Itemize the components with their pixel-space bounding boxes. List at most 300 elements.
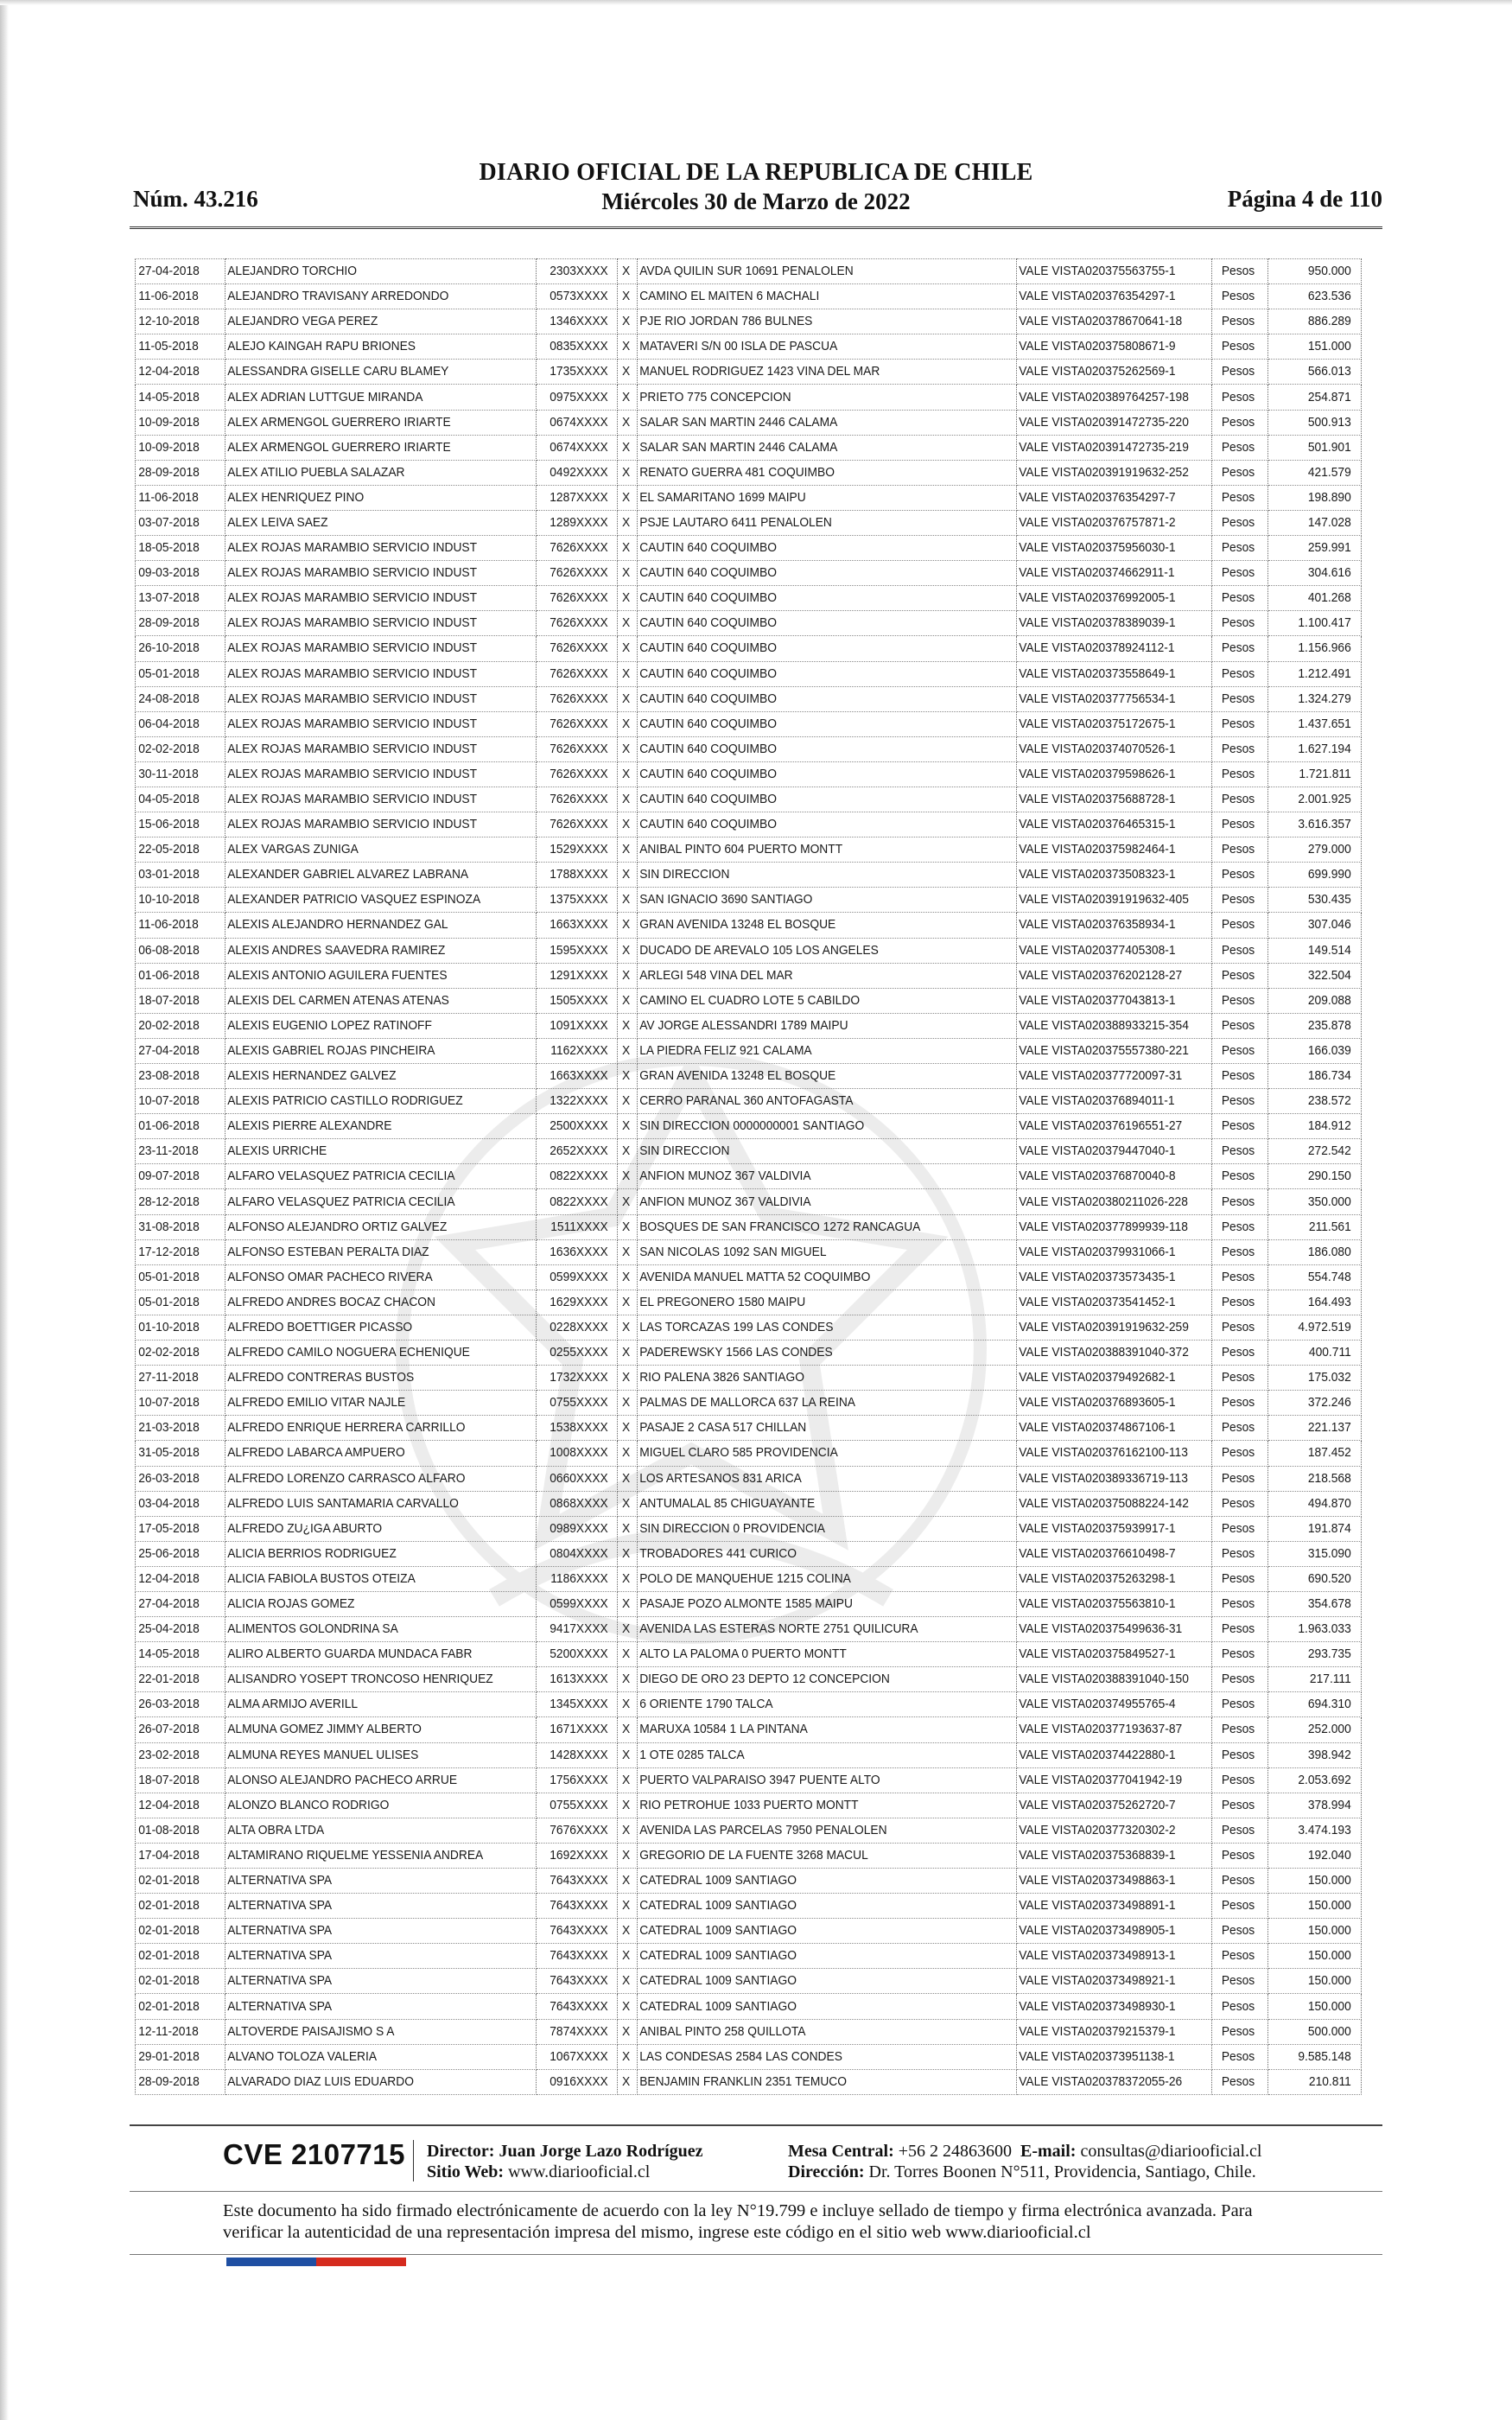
- row-name: ALEX LEIVA SAEZ: [225, 510, 511, 535]
- issue-number: Núm. 43.216: [133, 186, 258, 212]
- listing-table-body: [136, 259, 1362, 2095]
- row-name: ALEXIS PIERRE ALEXANDRE: [225, 1114, 511, 1139]
- row-address: ANIBAL PINTO 258 QUILLOTA: [637, 2019, 986, 2044]
- row-name: ALEJANDRO TRAVISANY ARREDONDO: [225, 284, 511, 309]
- row-currency: Pesos: [1212, 360, 1264, 385]
- row-address: ALTO LA PALOMA 0 PUERTO MONTT: [637, 1642, 986, 1667]
- row-address: CAUTIN 640 COQUIMBO: [637, 736, 986, 761]
- table-row: [136, 1919, 1362, 1944]
- row-name: ALFREDO ZU¿IGA ABURTO: [225, 1516, 511, 1541]
- row-document: VALE VISTA020388391040-150: [1016, 1667, 1196, 1692]
- row-document: VALE VISTA020373541452-1: [1016, 1290, 1196, 1315]
- row-currency: Pesos: [1212, 1189, 1264, 1214]
- table-row: [136, 2019, 1362, 2044]
- row-address: SAN NICOLAS 1092 SAN MIGUEL: [637, 1239, 986, 1264]
- row-amount: 494.870: [1268, 1491, 1354, 1516]
- row-address: PADEREWSKY 1566 LAS CONDES: [637, 1341, 986, 1366]
- row-rut: 7626XXXX: [537, 736, 611, 761]
- row-address: AVENIDA MANUEL MATTA 52 COQUIMBO: [637, 1264, 986, 1290]
- row-currency: Pesos: [1212, 888, 1264, 913]
- table-row: [136, 1894, 1362, 1919]
- table-row: [136, 938, 1362, 963]
- row-date: 01-06-2018: [136, 1114, 218, 1139]
- row-name: ALEX ADRIAN LUTTGUE MIRANDA: [225, 385, 511, 410]
- row-date: 09-03-2018: [136, 561, 218, 586]
- row-name: ALFREDO BOETTIGER PICASSO: [225, 1315, 511, 1340]
- row-amount: 2.001.925: [1268, 786, 1354, 812]
- row-name: ALTERNATIVA SPA: [225, 1894, 511, 1919]
- row-amount: 235.878: [1268, 1013, 1354, 1038]
- row-currency: Pesos: [1212, 1064, 1264, 1089]
- row-mark: X: [617, 1441, 635, 1466]
- row-address: PUERTO VALPARAISO 3947 PUENTE ALTO: [637, 1767, 986, 1793]
- row-address: LOS ARTESANOS 831 ARICA: [637, 1466, 986, 1491]
- row-date: 27-11-2018: [136, 1366, 218, 1391]
- row-currency: Pesos: [1212, 1742, 1264, 1767]
- row-document: VALE VISTA020379598626-1: [1016, 761, 1196, 786]
- row-date: 23-11-2018: [136, 1139, 218, 1164]
- row-address: SIN DIRECCION 0 PROVIDENCIA: [637, 1516, 986, 1541]
- row-rut: 0755XXXX: [537, 1793, 611, 1818]
- table-row: [136, 586, 1362, 611]
- table-row: [136, 1038, 1362, 1063]
- row-document: VALE VISTA020391919632-259: [1016, 1315, 1196, 1340]
- table-row: [136, 1566, 1362, 1591]
- footer-separator: [413, 2140, 414, 2181]
- row-rut: 0916XXXX: [537, 2069, 611, 2094]
- row-date: 11-06-2018: [136, 913, 218, 938]
- row-amount: 1.627.194: [1268, 736, 1354, 761]
- row-amount: 186.734: [1268, 1064, 1354, 1089]
- row-rut: 0822XXXX: [537, 1164, 611, 1189]
- row-mark: X: [617, 360, 635, 385]
- row-date: 17-12-2018: [136, 1239, 218, 1264]
- row-mark: X: [617, 1114, 635, 1139]
- row-date: 02-01-2018: [136, 1944, 218, 1969]
- row-amount: 315.090: [1268, 1541, 1354, 1566]
- row-document: VALE VISTA020377405308-1: [1016, 938, 1196, 963]
- table-row: [136, 435, 1362, 460]
- row-currency: Pesos: [1212, 1894, 1264, 1919]
- row-name: ALEXIS URRICHE: [225, 1139, 511, 1164]
- row-document: VALE VISTA020375262569-1: [1016, 360, 1196, 385]
- row-name: ALEXIS PATRICIO CASTILLO RODRIGUEZ: [225, 1089, 511, 1114]
- row-amount: 221.137: [1268, 1416, 1354, 1441]
- row-address: ARLEGI 548 VINA DEL MAR: [637, 963, 986, 988]
- row-address: PRIETO 775 CONCEPCION: [637, 385, 986, 410]
- table-row: [136, 2069, 1362, 2094]
- row-amount: 401.268: [1268, 586, 1354, 611]
- site-link[interactable]: www.diariooficial.cl: [508, 2162, 651, 2181]
- row-address: PALMAS DE MALLORCA 637 LA REINA: [637, 1391, 986, 1416]
- row-rut: 5200XXXX: [537, 1642, 611, 1667]
- row-currency: Pesos: [1212, 1818, 1264, 1843]
- row-rut: 0660XXXX: [537, 1466, 611, 1491]
- row-document: VALE VISTA020376992005-1: [1016, 586, 1196, 611]
- table-row: [136, 1969, 1362, 1994]
- header-divider: [130, 226, 1382, 229]
- row-currency: Pesos: [1212, 786, 1264, 812]
- row-address: RENATO GUERRA 481 COQUIMBO: [637, 460, 986, 485]
- row-amount: 150.000: [1268, 1994, 1354, 2019]
- row-mark: X: [617, 1315, 635, 1340]
- row-amount: 1.721.811: [1268, 761, 1354, 786]
- row-name: ALEX ROJAS MARAMBIO SERVICIO INDUST: [225, 661, 511, 686]
- row-currency: Pesos: [1212, 510, 1264, 535]
- row-date: 17-05-2018: [136, 1516, 218, 1541]
- row-date: 02-02-2018: [136, 1341, 218, 1366]
- row-amount: 166.039: [1268, 1038, 1354, 1063]
- row-name: ALEXIS ANDRES SAAVEDRA RAMIREZ: [225, 938, 511, 963]
- row-date: 29-01-2018: [136, 2044, 218, 2069]
- row-currency: Pesos: [1212, 1239, 1264, 1264]
- email-label: E-mail:: [1020, 2142, 1077, 2161]
- row-document: VALE VISTA020377043813-1: [1016, 988, 1196, 1013]
- row-mark: X: [617, 711, 635, 736]
- row-address: RIO PALENA 3826 SANTIAGO: [637, 1366, 986, 1391]
- table-row: [136, 1466, 1362, 1491]
- row-document: VALE VISTA020374955765-4: [1016, 1692, 1196, 1717]
- row-date: 31-05-2018: [136, 1441, 218, 1466]
- row-date: 09-07-2018: [136, 1164, 218, 1189]
- row-address: AVDA QUILIN SUR 10691 PENALOLEN: [637, 259, 986, 284]
- table-row: [136, 561, 1362, 586]
- row-date: 28-12-2018: [136, 1189, 218, 1214]
- table-row: [136, 888, 1362, 913]
- row-currency: Pesos: [1212, 1264, 1264, 1290]
- row-rut: 2652XXXX: [537, 1139, 611, 1164]
- table-row: [136, 1642, 1362, 1667]
- row-rut: 1735XXXX: [537, 360, 611, 385]
- row-date: 21-03-2018: [136, 1416, 218, 1441]
- row-rut: 1428XXXX: [537, 1742, 611, 1767]
- row-document: VALE VISTA020375368839-1: [1016, 1843, 1196, 1868]
- row-amount: 254.871: [1268, 385, 1354, 410]
- row-document: VALE VISTA020373498891-1: [1016, 1894, 1196, 1919]
- row-mark: X: [617, 1667, 635, 1692]
- table-row: [136, 1994, 1362, 2019]
- row-currency: Pesos: [1212, 460, 1264, 485]
- row-amount: 530.435: [1268, 888, 1354, 913]
- table-row: [136, 1717, 1362, 1742]
- table-row: [136, 761, 1362, 786]
- row-address: EL PREGONERO 1580 MAIPU: [637, 1290, 986, 1315]
- table-row: [136, 1189, 1362, 1214]
- row-address: CATEDRAL 1009 SANTIAGO: [637, 1869, 986, 1894]
- row-date: 12-10-2018: [136, 309, 218, 334]
- row-rut: 7626XXXX: [537, 636, 611, 661]
- row-name: ALEX ROJAS MARAMBIO SERVICIO INDUST: [225, 761, 511, 786]
- row-amount: 398.942: [1268, 1742, 1354, 1767]
- table-row: [136, 636, 1362, 661]
- row-rut: 1287XXXX: [537, 485, 611, 510]
- row-amount: 218.568: [1268, 1466, 1354, 1491]
- row-document: VALE VISTA020378389039-1: [1016, 611, 1196, 636]
- row-currency: Pesos: [1212, 963, 1264, 988]
- header-center: [130, 158, 1382, 215]
- row-amount: 192.040: [1268, 1843, 1354, 1868]
- row-name: ALFREDO ANDRES BOCAZ CHACON: [225, 1290, 511, 1315]
- row-name: ALVANO TOLOZA VALERIA: [225, 2044, 511, 2069]
- row-mark: X: [617, 334, 635, 360]
- row-rut: 1291XXXX: [537, 963, 611, 988]
- row-name: ALMA ARMIJO AVERILL: [225, 1692, 511, 1717]
- row-currency: Pesos: [1212, 284, 1264, 309]
- row-name: ALFREDO CAMILO NOGUERA ECHENIQUE: [225, 1341, 511, 1366]
- row-amount: 184.912: [1268, 1114, 1354, 1139]
- row-document: VALE VISTA020391472735-220: [1016, 410, 1196, 435]
- row-date: 18-07-2018: [136, 1767, 218, 1793]
- row-amount: 500.000: [1268, 2019, 1354, 2044]
- row-mark: X: [617, 1416, 635, 1441]
- row-mark: X: [617, 661, 635, 686]
- row-address: CAMINO EL CUADRO LOTE 5 CABILDO: [637, 988, 986, 1013]
- row-address: MIGUEL CLARO 585 PROVIDENCIA: [637, 1441, 986, 1466]
- row-mark: X: [617, 1818, 635, 1843]
- row-mark: X: [617, 1793, 635, 1818]
- row-amount: 886.289: [1268, 309, 1354, 334]
- row-address: 6 ORIENTE 1790 TALCA: [637, 1692, 986, 1717]
- page-number: Página 4 de 110: [1227, 186, 1382, 212]
- row-currency: Pesos: [1212, 1944, 1264, 1969]
- row-date: 24-08-2018: [136, 686, 218, 711]
- row-date: 13-07-2018: [136, 586, 218, 611]
- row-address: RIO PETROHUE 1033 PUERTO MONTT: [637, 1793, 986, 1818]
- row-rut: 1671XXXX: [537, 1717, 611, 1742]
- row-name: ALTERNATIVA SPA: [225, 1919, 511, 1944]
- row-mark: X: [617, 2044, 635, 2069]
- row-mark: X: [617, 435, 635, 460]
- row-date: 05-01-2018: [136, 1290, 218, 1315]
- row-rut: 7643XXXX: [537, 1869, 611, 1894]
- row-address: CAUTIN 640 COQUIMBO: [637, 586, 986, 611]
- row-rut: 1529XXXX: [537, 837, 611, 863]
- row-document: VALE VISTA020376354297-1: [1016, 284, 1196, 309]
- row-currency: Pesos: [1212, 863, 1264, 888]
- row-date: 11-06-2018: [136, 485, 218, 510]
- table-row: [136, 1491, 1362, 1516]
- row-name: ALTERNATIVA SPA: [225, 1869, 511, 1894]
- row-address: SAN IGNACIO 3690 SANTIAGO: [637, 888, 986, 913]
- row-mark: X: [617, 888, 635, 913]
- row-amount: 694.310: [1268, 1692, 1354, 1717]
- row-address: GRAN AVENIDA 13248 EL BOSQUE: [637, 1064, 986, 1089]
- row-amount: 150.000: [1268, 1969, 1354, 1994]
- row-date: 22-01-2018: [136, 1667, 218, 1692]
- row-currency: Pesos: [1212, 1541, 1264, 1566]
- row-document: VALE VISTA020375688728-1: [1016, 786, 1196, 812]
- row-rut: 7643XXXX: [537, 1894, 611, 1919]
- row-currency: Pesos: [1212, 1969, 1264, 1994]
- row-date: 05-01-2018: [136, 661, 218, 686]
- row-rut: 1289XXXX: [537, 510, 611, 535]
- row-rut: 1345XXXX: [537, 1692, 611, 1717]
- row-rut: 0755XXXX: [537, 1391, 611, 1416]
- row-name: ALEXIS HERNANDEZ GALVEZ: [225, 1064, 511, 1089]
- row-mark: X: [617, 963, 635, 988]
- row-date: 01-06-2018: [136, 963, 218, 988]
- row-mark: X: [617, 736, 635, 761]
- row-rut: 7626XXXX: [537, 611, 611, 636]
- row-mark: X: [617, 1717, 635, 1742]
- row-amount: 3.474.193: [1268, 1818, 1354, 1843]
- row-currency: Pesos: [1212, 686, 1264, 711]
- row-document: VALE VISTA020375262720-7: [1016, 1793, 1196, 1818]
- row-rut: 1636XXXX: [537, 1239, 611, 1264]
- row-address: DUCADO DE AREVALO 105 LOS ANGELES: [637, 938, 986, 963]
- row-name: ALTOVERDE PAISAJISMO S A: [225, 2019, 511, 2044]
- row-currency: Pesos: [1212, 309, 1264, 334]
- row-address: MANUEL RODRIGUEZ 1423 VINA DEL MAR: [637, 360, 986, 385]
- footer-director-block: [427, 2141, 703, 2182]
- row-currency: Pesos: [1212, 1617, 1264, 1642]
- address-label: Dirección:: [788, 2162, 865, 2181]
- row-mark: X: [617, 1341, 635, 1366]
- row-name: ALFREDO LUIS SANTAMARIA CARVALLO: [225, 1491, 511, 1516]
- row-rut: 7626XXXX: [537, 761, 611, 786]
- row-document: VALE VISTA020379931066-1: [1016, 1239, 1196, 1264]
- row-document: VALE VISTA020380211026-228: [1016, 1189, 1196, 1214]
- row-rut: 2500XXXX: [537, 1114, 611, 1139]
- row-date: 11-05-2018: [136, 334, 218, 360]
- row-amount: 307.046: [1268, 913, 1354, 938]
- row-document: VALE VISTA020376162100-113: [1016, 1441, 1196, 1466]
- row-name: ALEX ROJAS MARAMBIO SERVICIO INDUST: [225, 586, 511, 611]
- row-address: MATAVERI S/N 00 ISLA DE PASCUA: [637, 334, 986, 360]
- row-name: ALTAMIRANO RIQUELME YESSENIA ANDREA: [225, 1843, 511, 1868]
- page-edge-shadow: [0, 0, 9, 2420]
- row-rut: 1008XXXX: [537, 1441, 611, 1466]
- row-name: ALMUNA REYES MANUEL ULISES: [225, 1742, 511, 1767]
- row-rut: 1732XXXX: [537, 1366, 611, 1391]
- row-date: 22-05-2018: [136, 837, 218, 863]
- row-mark: X: [617, 1214, 635, 1239]
- table-row: [136, 963, 1362, 988]
- row-address: CAMINO EL MAITEN 6 MACHALI: [637, 284, 986, 309]
- row-address: ANIBAL PINTO 604 PUERTO MONTT: [637, 837, 986, 863]
- row-name: ALVARADO DIAZ LUIS EDUARDO: [225, 2069, 511, 2094]
- row-mark: X: [617, 636, 635, 661]
- row-date: 03-07-2018: [136, 510, 218, 535]
- table-row: [136, 259, 1362, 284]
- table-row: [136, 1290, 1362, 1315]
- row-address: CAUTIN 640 COQUIMBO: [637, 636, 986, 661]
- row-address: AVENIDA LAS ESTERAS NORTE 2751 QUILICURA: [637, 1617, 986, 1642]
- row-currency: Pesos: [1212, 485, 1264, 510]
- row-currency: Pesos: [1212, 1139, 1264, 1164]
- row-rut: 7626XXXX: [537, 561, 611, 586]
- table-row: [136, 536, 1362, 561]
- email-link[interactable]: consultas@diariooficial.cl: [1080, 2142, 1262, 2161]
- row-address: CATEDRAL 1009 SANTIAGO: [637, 1894, 986, 1919]
- row-currency: Pesos: [1212, 913, 1264, 938]
- row-mark: X: [617, 284, 635, 309]
- row-currency: Pesos: [1212, 1843, 1264, 1868]
- row-name: ALFREDO ENRIQUE HERRERA CARRILLO: [225, 1416, 511, 1441]
- row-date: 10-10-2018: [136, 888, 218, 913]
- table-row: [136, 786, 1362, 812]
- table-row: [136, 1264, 1362, 1290]
- row-mark: X: [617, 1566, 635, 1591]
- row-currency: Pesos: [1212, 1366, 1264, 1391]
- row-name: ALTA OBRA LTDA: [225, 1818, 511, 1843]
- row-amount: 151.000: [1268, 334, 1354, 360]
- table-row: [136, 686, 1362, 711]
- row-amount: 1.963.033: [1268, 1617, 1354, 1642]
- row-currency: Pesos: [1212, 1164, 1264, 1189]
- site-label: Sitio Web:: [427, 2162, 505, 2181]
- row-name: ALEX ROJAS MARAMBIO SERVICIO INDUST: [225, 536, 511, 561]
- row-amount: 322.504: [1268, 963, 1354, 988]
- row-rut: 7676XXXX: [537, 1818, 611, 1843]
- row-name: ALTERNATIVA SPA: [225, 1969, 511, 1994]
- row-name: ALMUNA GOMEZ JIMMY ALBERTO: [225, 1717, 511, 1742]
- row-date: 28-09-2018: [136, 460, 218, 485]
- row-amount: 147.028: [1268, 510, 1354, 535]
- row-mark: X: [617, 259, 635, 284]
- row-rut: 7643XXXX: [537, 1944, 611, 1969]
- row-mark: X: [617, 1264, 635, 1290]
- table-row: [136, 334, 1362, 360]
- table-row: [136, 736, 1362, 761]
- row-currency: Pesos: [1212, 938, 1264, 963]
- table-row: [136, 1214, 1362, 1239]
- row-date: 12-04-2018: [136, 1793, 218, 1818]
- row-name: ALFONSO ALEJANDRO ORTIZ GALVEZ: [225, 1214, 511, 1239]
- row-amount: 350.000: [1268, 1189, 1354, 1214]
- row-address: AV JORGE ALESSANDRI 1789 MAIPU: [637, 1013, 986, 1038]
- row-address: CATEDRAL 1009 SANTIAGO: [637, 1994, 986, 2019]
- table-row: [136, 711, 1362, 736]
- row-date: 06-08-2018: [136, 938, 218, 963]
- table-row: [136, 1441, 1362, 1466]
- row-mark: X: [617, 988, 635, 1013]
- row-document: VALE VISTA020376893605-1: [1016, 1391, 1196, 1416]
- row-amount: 272.542: [1268, 1139, 1354, 1164]
- row-mark: X: [617, 1541, 635, 1566]
- row-address: PASAJE POZO ALMONTE 1585 MAIPU: [637, 1591, 986, 1616]
- row-mark: X: [617, 1516, 635, 1541]
- row-rut: 0255XXXX: [537, 1341, 611, 1366]
- row-date: 11-06-2018: [136, 284, 218, 309]
- row-address: SALAR SAN MARTIN 2446 CALAMA: [637, 410, 986, 435]
- row-date: 02-01-2018: [136, 1894, 218, 1919]
- row-date: 27-04-2018: [136, 1038, 218, 1063]
- mesa-label: Mesa Central:: [788, 2142, 894, 2161]
- row-currency: Pesos: [1212, 1466, 1264, 1491]
- footer-divider-bottom: [130, 2254, 1382, 2255]
- row-date: 20-02-2018: [136, 1013, 218, 1038]
- row-rut: 1692XXXX: [537, 1843, 611, 1868]
- row-document: VALE VISTA020373498921-1: [1016, 1969, 1196, 1994]
- table-row: [136, 863, 1362, 888]
- table-row: [136, 611, 1362, 636]
- row-document: VALE VISTA020378924112-1: [1016, 636, 1196, 661]
- row-mark: X: [617, 786, 635, 812]
- row-name: ALICIA ROJAS GOMEZ: [225, 1591, 511, 1616]
- row-mark: X: [617, 1969, 635, 1994]
- row-name: ALFARO VELASQUEZ PATRICIA CECILIA: [225, 1189, 511, 1214]
- footer-divider-middle: [130, 2191, 1382, 2192]
- row-amount: 950.000: [1268, 259, 1354, 284]
- row-mark: X: [617, 1013, 635, 1038]
- row-rut: 0674XXXX: [537, 410, 611, 435]
- row-rut: 0975XXXX: [537, 385, 611, 410]
- row-document: VALE VISTA020376465315-1: [1016, 812, 1196, 837]
- table-row: [136, 485, 1362, 510]
- row-mark: X: [617, 410, 635, 435]
- row-rut: 7874XXXX: [537, 2019, 611, 2044]
